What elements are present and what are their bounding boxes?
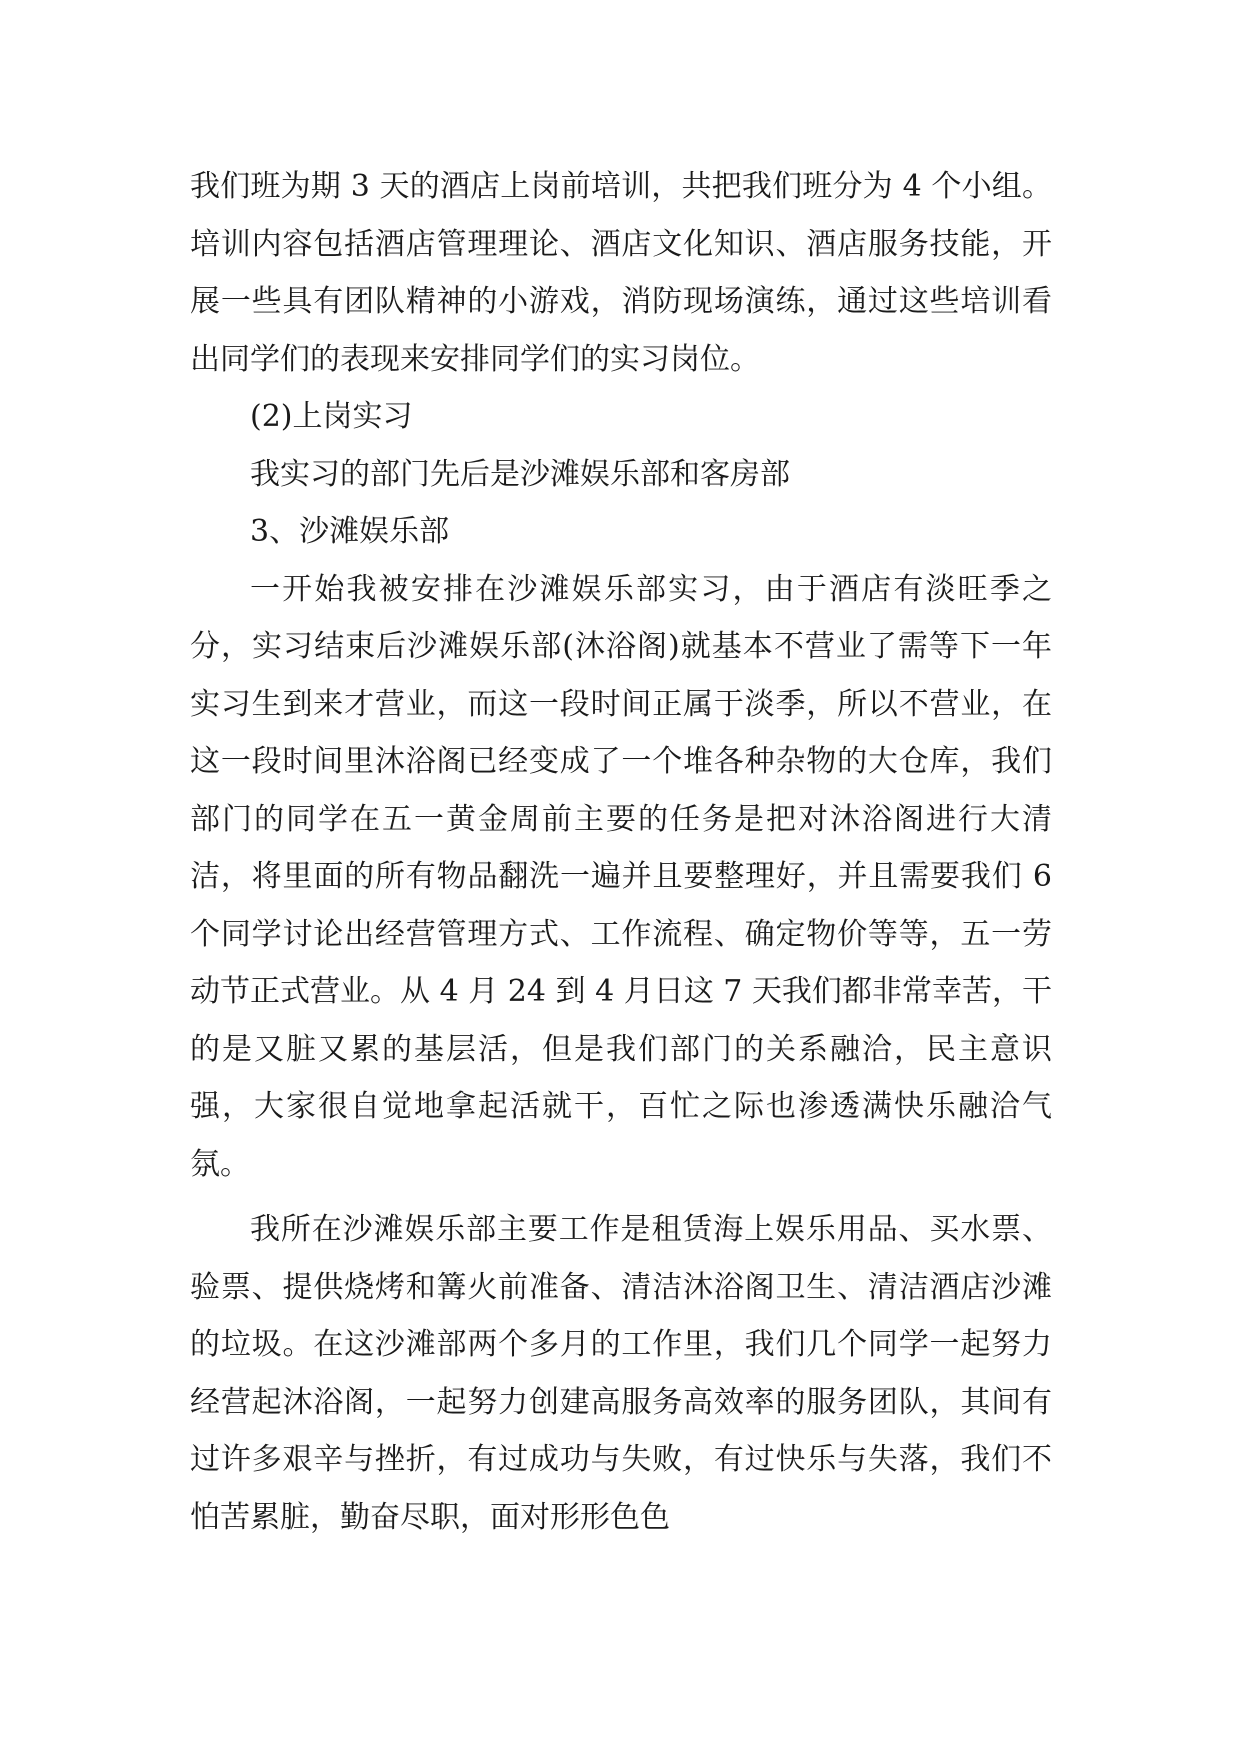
paragraph-training: 我们班为期 3 天的酒店上岗前培训，共把我们班分为 4 个小组。培训内容包括酒店管理理论、酒店文化知识、酒店服务技能，开展一些具有团队精神的小游戏，消防现场演练，通过这些培训看出同学们的表现来安排同学们的实习岗位。: [190, 169, 1052, 377]
paragraph-departments: 我实习的部门先后是沙滩娱乐部和客房部: [250, 456, 790, 492]
paragraph-beach-work: 我所在沙滩娱乐部主要工作是租赁海上娱乐用品、买水票、验票、提供烧烤和篝火前准备、清洁沐浴阁卫生、清洁酒店沙滩的垃圾。在这沙滩部两个多月的工作里，我们几个同学一起努力经营起沐浴阁，一起努力创建高服务高效率的服务团队，其间有过许多艰辛与挫折，有过成功与失败，有过快乐与失落，我们不怕苦累脏，勤奋尽职，面对形形色色: [190, 1212, 1052, 1535]
document-page: [190, 158, 1052, 1546]
heading-beach-entertainment: 3、沙滩娱乐部: [250, 514, 450, 549]
paragraph-beach-start: 一开始我被安排在沙滩娱乐部实习，由于酒店有淡旺季之分，实习结束后沙滩娱乐部(沐浴阁)就基本不营业了需等下一年实习生到来才营业，而这一段时间正属于淡季，所以不营业，在这一段时间里沐浴阁已经变成了一个堆各种杂物的大仓库，我们部门的同学在五一黄金周前主要的任务是把对沐浴阁进行大清洁，将里面的所有物品翻洗一遍并且要整理好，并且需要我们 6 个同学讨论出经营管理方式、工作流程、确定物价等等，五一劳动节正式营业。从 4 月 24 到 4 月日这 7 天我们都非常幸苦，干的是又脏又累的基层活，但是我们部门的关系融洽，民主意识强，大家很自觉地拿起活就干，百忙之际也渗透满快乐融洽气氛。: [190, 571, 1052, 1182]
heading-internship: (2)上岗实习: [250, 399, 413, 434]
